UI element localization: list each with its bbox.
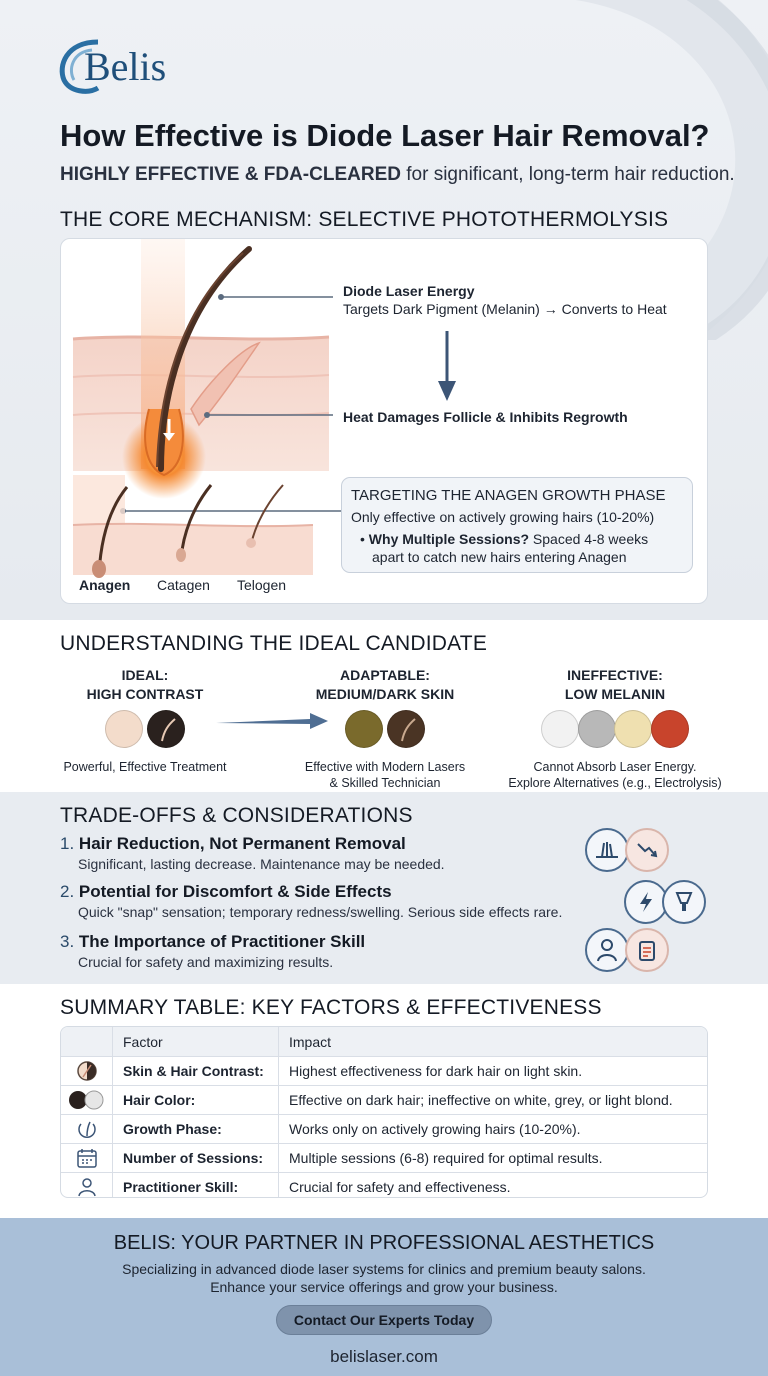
tradeoff-item-3: 3. The Importance of Practitioner Skill Crucial for safety and maximizing results. xyxy=(60,932,366,970)
table-header-row xyxy=(61,1027,708,1056)
tradeoff-desc-1: Significant, lasting decrease. Maintenance may be needed. xyxy=(78,856,445,872)
medium-skin-swatch-icon xyxy=(345,710,383,748)
red-hair-swatch-icon xyxy=(651,710,689,748)
tradeoff-desc-3: Crucial for safety and maximizing results. xyxy=(78,954,334,970)
table-row: Skin & Hair Contrast: Highest effectiveness for dark hair on light skin. xyxy=(61,1056,708,1085)
medium-hair-swatch-icon xyxy=(387,710,425,748)
hair-color-icon xyxy=(67,1089,107,1111)
adaptable-desc-2: & Skilled Technician xyxy=(329,776,441,790)
sessions-line-1: • Why Multiple Sessions? Spaced 4-8 weeks xyxy=(360,531,649,547)
ineffective-title-2: LOW MELANIN xyxy=(564,686,666,702)
column-header-impact: Impact xyxy=(289,1033,332,1050)
trend-down-icon xyxy=(625,828,669,872)
candidate-ideal xyxy=(56,666,234,775)
page-title: How Effective is Diode Laser Hair Removal? xyxy=(60,118,710,153)
subtitle-bold: HIGHLY EFFECTIVE & FDA-CLEARED xyxy=(60,164,401,185)
mechanism-card xyxy=(60,238,708,604)
anagen-title: TARGETING THE ANAGEN GROWTH PHASE xyxy=(351,487,666,504)
anagen-info-box xyxy=(341,477,693,573)
candidate-section xyxy=(0,620,768,792)
summary-section xyxy=(0,984,768,1218)
subtitle-rest: for significant, long-term hair reduction. xyxy=(400,164,735,185)
energy-title: Diode Laser Energy xyxy=(343,283,475,299)
tradeoffs-heading: TRADE-OFFS & CONSIDERATIONS xyxy=(60,804,413,827)
adaptable-title-2: MEDIUM/DARK SKIN xyxy=(315,686,455,702)
phase-catagen: Catagen xyxy=(157,577,210,593)
phase-telogen: Telogen xyxy=(237,577,287,593)
energy-desc: Targets Dark Pigment (Melanin) → Converts to Heat xyxy=(343,301,667,317)
sessions-line-2: apart to catch new hairs entering Anagen xyxy=(372,549,627,565)
table-row: Practitioner Skill: Crucial for safety and effectiveness. xyxy=(61,1172,708,1198)
footer-description: Specializing in advanced diode laser systems for clinics and premium beauty salons. Enhance your service offerings and grow your business. xyxy=(122,1261,646,1295)
phase-anagen: Anagen xyxy=(79,577,131,593)
candidate-adaptable xyxy=(290,666,480,791)
anagen-desc: Only effective on actively growing hairs (10-20%) xyxy=(351,509,655,525)
growth-cycle-icon xyxy=(76,1118,98,1140)
tradeoff-item-1: 1. Hair Reduction, Not Permanent Removal Significant, lasting decrease. Maintenance may be needed. xyxy=(60,834,445,872)
heat-label: Heat Damages Follicle & Inhibits Regrowth xyxy=(343,409,628,425)
dark-hair-swatch-icon xyxy=(147,710,185,748)
mechanism-heading: THE CORE MECHANISM: SELECTIVE PHOTOTHERMOLYSIS xyxy=(60,208,669,231)
light-skin-swatch-icon xyxy=(105,710,143,748)
blond-hair-swatch-icon xyxy=(614,710,652,748)
ideal-title-1: IDEAL: xyxy=(121,667,169,683)
summary-heading: SUMMARY TABLE: KEY FACTORS & EFFECTIVENESS xyxy=(60,996,602,1019)
ineffective-desc-2: Explore Alternatives (e.g., Electrolysis) xyxy=(508,776,722,790)
grey-hair-swatch-icon xyxy=(578,710,616,748)
practitioner-icon xyxy=(585,928,629,972)
calendar-icon xyxy=(76,1147,98,1169)
ineffective-title-1: INEFFECTIVE: xyxy=(567,667,663,683)
tradeoff-item-2: 2. Potential for Discomfort & Side Effects Quick "snap" sensation; temporary redness/swelling. Serious side effects rare. xyxy=(60,882,563,920)
practitioner-small-icon xyxy=(76,1176,98,1198)
hair-follicle-icon xyxy=(585,828,629,872)
page-subtitle xyxy=(60,164,735,186)
column-header-factor: Factor xyxy=(113,1027,279,1056)
ideal-desc: Powerful, Effective Treatment xyxy=(63,760,227,774)
table-row: Growth Phase: Works only on actively growing hairs (10-20%). xyxy=(61,1114,708,1143)
table-row: Hair Color: Effective on dark hair; ineffective on white, grey, or light blond. xyxy=(61,1085,708,1114)
clipboard-icon xyxy=(625,928,669,972)
website-link[interactable]: belislaser.com xyxy=(330,1347,438,1366)
ineffective-desc-1: Cannot Absorb Laser Energy. xyxy=(533,760,697,774)
ideal-title-2: HIGH CONTRAST xyxy=(86,686,204,702)
tradeoff-desc-2: Quick "snap" sensation; temporary redness/swelling. Serious side effects rare. xyxy=(78,904,563,920)
footer-title: BELIS: YOUR PARTNER IN PROFESSIONAL AESTHETICS xyxy=(113,1232,655,1254)
candidate-heading: UNDERSTANDING THE IDEAL CANDIDATE xyxy=(60,632,488,655)
adaptable-title-1: ADAPTABLE: xyxy=(340,667,430,683)
footer-section xyxy=(0,1218,768,1376)
candidate-ineffective xyxy=(500,666,730,791)
hero-section xyxy=(0,0,768,620)
contrast-icon xyxy=(76,1060,98,1082)
logo-text: Belis xyxy=(84,43,167,89)
summary-table xyxy=(60,1026,708,1198)
tradeoffs-section xyxy=(0,792,768,984)
laser-handpiece-icon xyxy=(662,880,706,924)
adaptable-desc-1: Effective with Modern Lasers xyxy=(304,760,466,774)
contact-button[interactable]: Contact Our Experts Today xyxy=(276,1305,492,1335)
brand-logo[interactable] xyxy=(58,36,166,96)
table-row: Number of Sessions: Multiple sessions (6-8) required for optimal results. xyxy=(61,1143,708,1172)
white-hair-swatch-icon xyxy=(541,710,579,748)
